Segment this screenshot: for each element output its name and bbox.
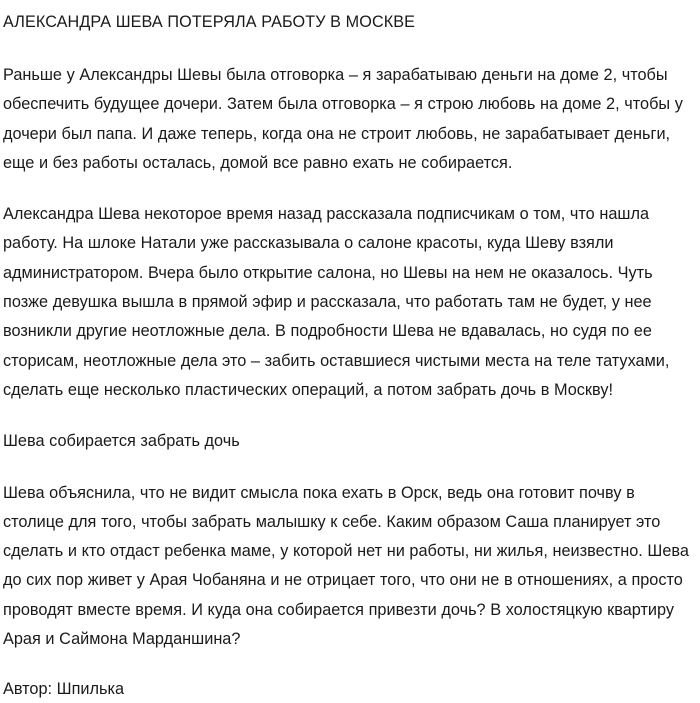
article-paragraph-2: Александра Шева некоторое время назад рассказала подписчикам о том, что нашла работу. На шлоке Натали уже рассказывала о салоне красоты, куда Шеву взяли администратором. Вчера было открытие салона, но Шевы на нем не оказалось. Чуть позже девушка вышла в прямой эфир и рассказала, что работать там не будет, у нее возникли другие неотложные дела. В подробности Шева не вдавалась, но судя по ее сторисам, неотложные дела это – забить оставшиеся чистыми места на теле татухами, сделать еще несколько пластических операций, а потом забрать дочь в Москву! <box>3 205 670 399</box>
article-byline: Автор: Шпилька <box>3 680 125 699</box>
article-body <box>3 61 690 703</box>
article-paragraph-3: Шева объяснила, что не видит смысла пока ехать в Орск, ведь она готовит почву в столице для того, чтобы забрать малышку к себе. Каким образом Саша планирует это сделать и кто отдаст ребенка маме, у которой нет ни работы, ни жилья, неизвестно. Шева до сих пор живет у Арая Чобаняна и не отрицает того, что они не в отношениях, а просто проводят вместе время. И куда она собирается привезти дочь? В холостяцкую квартиру Арая и Саймона Марданшина? <box>3 483 689 649</box>
section-heading: Шева собирается забрать дочь <box>3 432 240 451</box>
article-paragraph-1: Раньше у Александры Шевы была отговорка – я зарабатываю деньги на доме 2, чтобы обеспечить будущее дочери. Затем была отговорка – я строю любовь на доме 2, чтобы у дочери был папа. И даже теперь, когда она не строит любовь, не зарабатывает деньги, еще и без работы осталась, домой все равно ехать не собирается. <box>3 66 683 172</box>
page-title: АЛЕКСАНДРА ШЕВА ПОТЕРЯЛА РАБОТУ В МОСКВЕ <box>3 13 416 31</box>
